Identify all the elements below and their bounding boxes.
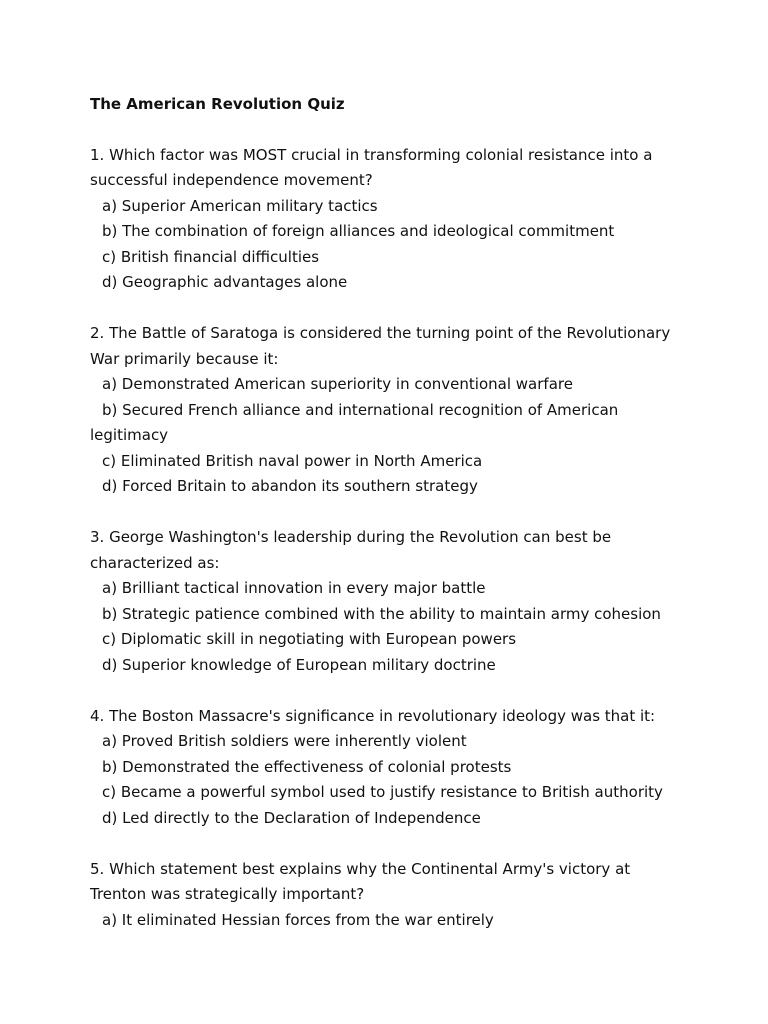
answer-option: a) Superior American military tactics — [102, 196, 378, 215]
quiz-title: The American Revolution Quiz — [90, 95, 345, 113]
question-4 — [90, 704, 690, 832]
answer-option: d) Superior knowledge of European military doctrine — [102, 655, 496, 674]
answer-option: a) Brilliant tactical innovation in every major battle — [102, 579, 486, 597]
answer-option: b) Demonstrated the effectiveness of colonial protests — [102, 757, 512, 776]
question-2 — [90, 321, 690, 500]
answer-option: a) Demonstrated American superiority in conventional warfare — [102, 375, 573, 393]
answer-option-continuation: legitimacy — [90, 426, 169, 444]
question-text: 5. Which statement best explains why the Continental Army's victory at Trenton was strategically important? — [90, 859, 631, 903]
answer-option: a) It eliminated Hessian forces from the war entirely — [102, 910, 494, 929]
answer-option: c) British financial difficulties — [102, 247, 320, 266]
answer-option-wrapped — [90, 398, 690, 449]
question-5 — [90, 857, 690, 934]
answer-option: c) Became a powerful symbol used to justify resistance to British authority — [102, 783, 663, 801]
answer-option: b) Strategic patience combined with the ability to maintain army cohesion — [102, 604, 661, 623]
question-text: 1. Which factor was MOST crucial in transforming colonial resistance into a successful independence movement? — [90, 145, 653, 189]
answer-option: b) Secured French alliance and international recognition of American — [102, 400, 619, 419]
question-text: 3. George Washington's leadership during the Revolution can best be characterized as: — [90, 528, 612, 572]
answer-option: d) Geographic advantages alone — [102, 273, 348, 291]
answer-option: b) The combination of foreign alliances and ideological commitment — [102, 222, 615, 240]
answer-option: c) Eliminated British naval power in North America — [102, 451, 483, 470]
answer-option: a) Proved British soldiers were inherently violent — [102, 732, 467, 750]
question-text: 4. The Boston Massacre's significance in revolutionary ideology was that it: — [90, 706, 656, 725]
question-3 — [90, 525, 690, 678]
answer-option: d) Led directly to the Declaration of Independence — [102, 808, 481, 827]
question-1 — [90, 143, 690, 296]
answer-option: c) Diplomatic skill in negotiating with European powers — [102, 630, 517, 648]
answer-option: d) Forced Britain to abandon its southern strategy — [102, 477, 478, 495]
quiz-page — [90, 92, 690, 959]
question-text: 2. The Battle of Saratoga is considered the turning point of the Revolutionary War primarily because it: — [90, 324, 671, 368]
